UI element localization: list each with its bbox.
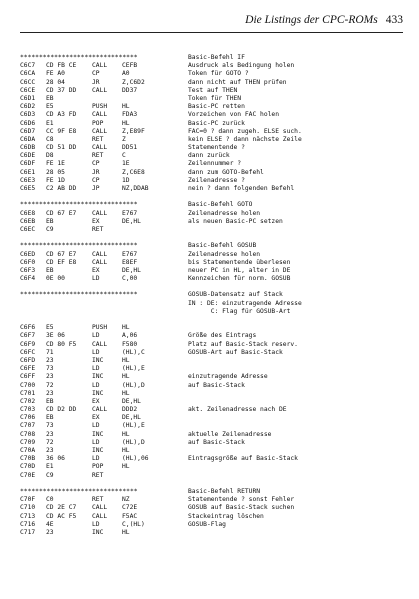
address: C708	[20, 430, 36, 438]
comment: Größe des Eintrags	[188, 332, 257, 340]
mnemonic: CALL	[92, 144, 108, 152]
mnemonic: INC	[92, 430, 104, 438]
comment: akt. Zeilenadresse nach DE	[188, 406, 287, 414]
section-gap	[20, 480, 410, 488]
operand: E767	[122, 250, 138, 258]
comment: GOSUB-Flag	[188, 520, 226, 528]
operand: Z,C6D2	[122, 78, 145, 86]
comment: GOSUB-Art auf Basic-Stack	[188, 348, 283, 356]
mnemonic: INC	[92, 356, 104, 364]
comment: dann zum GOTO-Befehl	[188, 168, 264, 176]
address: C70D	[20, 463, 36, 471]
hex-bytes: E1	[46, 463, 54, 471]
address: C702	[20, 397, 36, 405]
comment: Statementende ? sonst Fehler	[188, 496, 295, 504]
comment: Token für GOTO ?	[188, 70, 249, 78]
operand: HL	[122, 463, 130, 471]
mnemonic: LD	[92, 381, 100, 389]
code-line	[20, 136, 410, 144]
section-gap	[20, 316, 410, 324]
code-line	[20, 144, 410, 152]
mnemonic: POP	[92, 463, 104, 471]
address: C707	[20, 422, 36, 430]
comment: Vorzeichen von FAC holen	[188, 111, 279, 119]
note-text: C: Flag für GOSUB-Art	[188, 307, 291, 315]
hex-bytes: 23	[46, 447, 54, 454]
code-line	[20, 160, 410, 168]
hex-bytes: C9	[46, 471, 54, 479]
hex-bytes: E1	[46, 119, 54, 127]
code-line	[20, 357, 410, 365]
hex-bytes: 72	[46, 438, 54, 446]
mnemonic: RET	[92, 135, 104, 143]
code-line	[20, 406, 410, 414]
mnemonic: CALL	[92, 250, 108, 258]
operand: DDD2	[122, 406, 138, 414]
mnemonic: INC	[92, 389, 104, 397]
mnemonic: CP	[92, 160, 100, 168]
code-line	[20, 529, 410, 537]
operand: NZ	[122, 496, 130, 504]
banner-stars: *******************************	[20, 242, 138, 250]
hex-bytes: CD D2 DD	[46, 406, 77, 414]
mnemonic: CALL	[92, 127, 108, 135]
code-line	[20, 177, 410, 185]
code-line	[20, 439, 410, 447]
assembly-listing	[20, 54, 410, 537]
mnemonic: CP	[92, 176, 100, 184]
address: C6DF	[20, 160, 36, 168]
code-line	[20, 472, 410, 480]
operand: C,00	[122, 275, 138, 283]
operand: (HL),E	[122, 365, 145, 373]
operand: DE,HL	[122, 414, 141, 422]
comment: als neuen Basic-PC setzen	[188, 217, 283, 225]
address: C6E8	[20, 209, 36, 217]
mnemonic: INC	[92, 528, 104, 536]
operand: DD37	[122, 86, 138, 94]
hex-bytes: CD AC F5	[46, 512, 77, 520]
operand: 1D	[122, 176, 130, 184]
hex-bytes: CC 9F E8	[46, 127, 77, 135]
mnemonic: PUSH	[92, 324, 108, 332]
hex-bytes: 73	[46, 422, 54, 430]
operand: C	[122, 152, 126, 160]
address: C6FE	[20, 365, 36, 373]
operand: HL	[122, 447, 130, 454]
comment: Zeilenadresse holen	[188, 250, 261, 258]
mnemonic: CALL	[92, 62, 108, 70]
address: C6D1	[20, 94, 36, 102]
hex-bytes: 36 06	[46, 455, 65, 463]
comment: Ausdruck als Bedingung holen	[188, 62, 295, 70]
hex-bytes: CD 80 F5	[46, 340, 77, 348]
mnemonic: LD	[92, 348, 100, 356]
hex-bytes: CD A3 FD	[46, 111, 77, 119]
page-number: 433	[385, 14, 403, 26]
code-line	[20, 349, 410, 357]
code-line	[20, 210, 410, 218]
code-line	[20, 87, 410, 95]
comment: kein ELSE ? dann nächste Zeile	[188, 135, 302, 143]
code-line	[20, 455, 410, 463]
mnemonic: LD	[92, 275, 100, 283]
address: C6DB	[20, 144, 36, 152]
comment: Statementende ?	[188, 144, 245, 152]
code-line	[20, 70, 410, 78]
operand: (HL),06	[122, 455, 149, 463]
operand: HL	[122, 373, 130, 381]
address: C6CE	[20, 86, 36, 94]
code-line	[20, 62, 410, 70]
hex-bytes: 4E	[46, 520, 54, 528]
hex-bytes: C9	[46, 225, 54, 233]
hex-bytes: E5	[46, 103, 54, 111]
code-line	[20, 103, 410, 111]
address: C6EC	[20, 225, 36, 233]
mnemonic: POP	[92, 119, 104, 127]
code-line	[20, 447, 410, 455]
operand: CEFB	[122, 62, 138, 70]
section-title: GOSUB-Datensatz auf Stack	[188, 291, 283, 299]
code-line	[20, 267, 410, 275]
mnemonic: CALL	[92, 512, 108, 520]
operand: HL	[122, 119, 130, 127]
operand: HL	[122, 430, 130, 438]
address: C6D3	[20, 111, 36, 119]
operand: DE,HL	[122, 266, 141, 274]
address: C6E3	[20, 176, 36, 184]
hex-bytes: 3E 06	[46, 332, 65, 340]
code-line	[20, 414, 410, 422]
hex-bytes: 23	[46, 528, 54, 536]
hex-bytes: CD 2E C7	[46, 504, 77, 512]
banner-stars: *******************************	[20, 54, 138, 61]
address: C6D2	[20, 103, 36, 111]
hex-bytes: C2 AB DD	[46, 185, 77, 192]
operand: DD51	[122, 144, 138, 152]
code-line	[20, 504, 410, 512]
comment: Token für THEN	[188, 94, 242, 102]
operand: E8EF	[122, 258, 138, 266]
operand: (HL),D	[122, 381, 145, 389]
comment: Eintragsgröße auf Basic-Stack	[188, 455, 298, 463]
hex-bytes: 71	[46, 348, 54, 356]
address: C700	[20, 381, 36, 389]
code-line	[20, 226, 410, 234]
comment: Zeilenadresse holen	[188, 209, 261, 217]
address: C70F	[20, 496, 36, 504]
address: C701	[20, 389, 36, 397]
address: C6D7	[20, 127, 36, 135]
hex-bytes: 28 05	[46, 168, 65, 176]
mnemonic: EX	[92, 217, 100, 225]
section-banner	[20, 291, 410, 299]
comment: einzutragende Adresse	[188, 373, 268, 381]
address: C6E5	[20, 185, 36, 192]
mnemonic: LD	[92, 455, 100, 463]
address: C716	[20, 520, 36, 528]
operand: C,(HL)	[122, 520, 145, 528]
mnemonic: JR	[92, 168, 100, 176]
section-banner	[20, 54, 410, 62]
mnemonic: INC	[92, 447, 104, 454]
address: C6EB	[20, 217, 36, 225]
comment: auf Basic-Stack	[188, 438, 245, 446]
operand: HL	[122, 356, 130, 364]
banner-stars: *******************************	[20, 487, 138, 495]
comment: Zeilenadresse ?	[188, 176, 245, 184]
hex-bytes: 72	[46, 381, 54, 389]
mnemonic: RET	[92, 225, 104, 233]
operand: (HL),E	[122, 422, 145, 430]
operand: HL	[122, 389, 130, 397]
comment: neuer PC in HL, alter in DE	[188, 266, 291, 274]
code-line	[20, 513, 410, 521]
code-line	[20, 373, 410, 381]
mnemonic: LD	[92, 365, 100, 373]
operand: (HL),C	[122, 348, 145, 356]
code-line	[20, 152, 410, 160]
code-line	[20, 332, 410, 340]
hex-bytes: EB	[46, 217, 54, 225]
operand: FDA3	[122, 111, 138, 119]
mnemonic: JR	[92, 78, 100, 86]
hex-bytes: EB	[46, 414, 54, 422]
code-line	[20, 341, 410, 349]
hex-bytes: FE 1D	[46, 176, 65, 184]
comment: nein ? dann folgenden Befehl	[188, 185, 295, 192]
address: C6E1	[20, 168, 36, 176]
address: C6CC	[20, 78, 36, 86]
comment: auf Basic-Stack	[188, 381, 245, 389]
code-line	[20, 390, 410, 398]
comment: dann zurück	[188, 152, 230, 160]
operand: NZ,DDAB	[122, 185, 149, 192]
address: C6ED	[20, 250, 36, 258]
address: C6F9	[20, 340, 36, 348]
code-line	[20, 95, 410, 103]
mnemonic: CALL	[92, 340, 108, 348]
mnemonic: CALL	[92, 86, 108, 94]
section-gap	[20, 283, 410, 291]
hex-bytes: C8	[46, 135, 54, 143]
comment: Basic-PC retten	[188, 103, 245, 111]
operand: DE,HL	[122, 217, 141, 225]
code-line	[20, 185, 410, 193]
hex-bytes: D8	[46, 152, 54, 160]
hex-bytes: CD 67 E7	[46, 250, 77, 258]
mnemonic: EX	[92, 414, 100, 422]
comment: aktuelle Zeilenadresse	[188, 430, 272, 438]
mnemonic: INC	[92, 373, 104, 381]
operand: A0	[122, 70, 130, 78]
section-gap	[20, 234, 410, 242]
comment: Test auf THEN	[188, 86, 238, 94]
code-line	[20, 111, 410, 119]
mnemonic: CALL	[92, 406, 108, 414]
code-line	[20, 79, 410, 87]
hex-bytes: EB	[46, 266, 54, 274]
hex-bytes: 73	[46, 365, 54, 373]
code-line	[20, 251, 410, 259]
hex-bytes: EB	[46, 397, 54, 405]
hex-bytes: 23	[46, 389, 54, 397]
operand: HL	[122, 324, 130, 332]
operand: C72E	[122, 504, 138, 512]
address: C717	[20, 528, 36, 536]
mnemonic: CALL	[92, 258, 108, 266]
address: C706	[20, 414, 36, 422]
mnemonic: JP	[92, 185, 100, 192]
address: C70B	[20, 455, 36, 463]
code-line	[20, 382, 410, 390]
hex-bytes: 23	[46, 430, 54, 438]
section-title: Basic-Befehl RETURN	[188, 487, 261, 495]
mnemonic: LD	[92, 422, 100, 430]
comment: dann nicht auf THEN prüfen	[188, 78, 287, 86]
comment: Kennzeichen für norm. GOSUB	[188, 275, 291, 283]
address: C6FF	[20, 373, 36, 381]
mnemonic: RET	[92, 152, 104, 160]
operand: A,06	[122, 332, 138, 340]
hex-bytes: CD EF E8	[46, 258, 77, 266]
section-banner	[20, 488, 410, 496]
mnemonic: EX	[92, 397, 100, 405]
address: C6F6	[20, 324, 36, 332]
hex-bytes: FE A0	[46, 70, 65, 78]
section-title: Basic-Befehl IF	[188, 54, 245, 61]
hex-bytes: E5	[46, 324, 54, 332]
mnemonic: LD	[92, 438, 100, 446]
code-line	[20, 259, 410, 267]
code-line	[20, 496, 410, 504]
address: C6FD	[20, 356, 36, 364]
comment: Basic-PC zurück	[188, 119, 245, 127]
code-line	[20, 120, 410, 128]
comment: bis Statementende überlesen	[188, 258, 291, 266]
address: C6DA	[20, 135, 36, 143]
operand: Z	[122, 135, 126, 143]
operand: Z,E89F	[122, 127, 145, 135]
address: C70A	[20, 447, 36, 454]
section-banner	[20, 201, 410, 209]
address: C6F0	[20, 258, 36, 266]
hex-bytes: CD 37 DD	[46, 86, 77, 94]
address: C6CA	[20, 70, 36, 78]
comment: FAC=0 ? dann zugeh. ELSE such.	[188, 127, 302, 135]
operand: F580	[122, 340, 138, 348]
hex-bytes: 0E 00	[46, 275, 65, 283]
code-line	[20, 218, 410, 226]
section-note	[20, 300, 410, 308]
operand: DE,HL	[122, 397, 141, 405]
note-text: IN : DE: einzutragende Adresse	[188, 299, 302, 307]
mnemonic: CALL	[92, 111, 108, 119]
banner-stars: *******************************	[20, 291, 138, 299]
banner-stars: *******************************	[20, 201, 138, 209]
hex-bytes: 23	[46, 356, 54, 364]
address: C6FC	[20, 348, 36, 356]
section-title: Basic-Befehl GOTO	[188, 201, 253, 209]
running-header	[0, 14, 403, 26]
address: C713	[20, 512, 36, 520]
code-line	[20, 463, 410, 471]
address: C6F3	[20, 266, 36, 274]
hex-bytes: CD 67 E7	[46, 209, 77, 217]
mnemonic: EX	[92, 266, 100, 274]
section-note	[20, 308, 410, 316]
hex-bytes: 23	[46, 373, 54, 381]
address: C6DE	[20, 152, 36, 160]
header-title: Die Listings der CPC-ROMs	[245, 14, 378, 26]
address: C70E	[20, 471, 36, 479]
address: C703	[20, 406, 36, 414]
code-line	[20, 128, 410, 136]
operand: (HL),D	[122, 438, 145, 446]
mnemonic: CP	[92, 70, 100, 78]
hex-bytes: C0	[46, 496, 54, 504]
operand: HL	[122, 528, 130, 536]
comment: Zeilennummer ?	[188, 160, 242, 168]
mnemonic: RET	[92, 471, 104, 479]
code-line	[20, 324, 410, 332]
mnemonic: CALL	[92, 209, 108, 217]
address: C6F4	[20, 275, 36, 283]
header-rule	[20, 32, 403, 33]
operand: Z,C6E8	[122, 168, 145, 176]
code-line	[20, 521, 410, 529]
operand: E767	[122, 209, 138, 217]
mnemonic: LD	[92, 520, 100, 528]
hex-bytes: 28 04	[46, 78, 65, 86]
hex-bytes: FE 1E	[46, 160, 65, 168]
section-title: Basic-Befehl GOSUB	[188, 242, 257, 250]
address: C6F7	[20, 332, 36, 340]
comment: GOSUB auf Basic-Stack suchen	[188, 504, 295, 512]
code-line	[20, 422, 410, 430]
operand: 1E	[122, 160, 130, 168]
code-line	[20, 365, 410, 373]
operand: F5AC	[122, 512, 138, 520]
mnemonic: RET	[92, 496, 104, 504]
mnemonic: CALL	[92, 504, 108, 512]
hex-bytes: EB	[46, 94, 54, 102]
address: C6D6	[20, 119, 36, 127]
comment: Stackeintrag löschen	[188, 512, 264, 520]
hex-bytes: CD 51 DD	[46, 144, 77, 152]
comment: Platz auf Basic-Stack reserv.	[188, 340, 298, 348]
section-gap	[20, 193, 410, 201]
address: C710	[20, 504, 36, 512]
mnemonic: LD	[92, 332, 100, 340]
mnemonic: PUSH	[92, 103, 108, 111]
code-line	[20, 275, 410, 283]
operand: HL	[122, 103, 130, 111]
code-line	[20, 169, 410, 177]
code-line	[20, 431, 410, 439]
hex-bytes: CD FB CE	[46, 62, 77, 70]
address: C6C7	[20, 62, 36, 70]
code-line	[20, 398, 410, 406]
section-banner	[20, 242, 410, 250]
address: C709	[20, 438, 36, 446]
